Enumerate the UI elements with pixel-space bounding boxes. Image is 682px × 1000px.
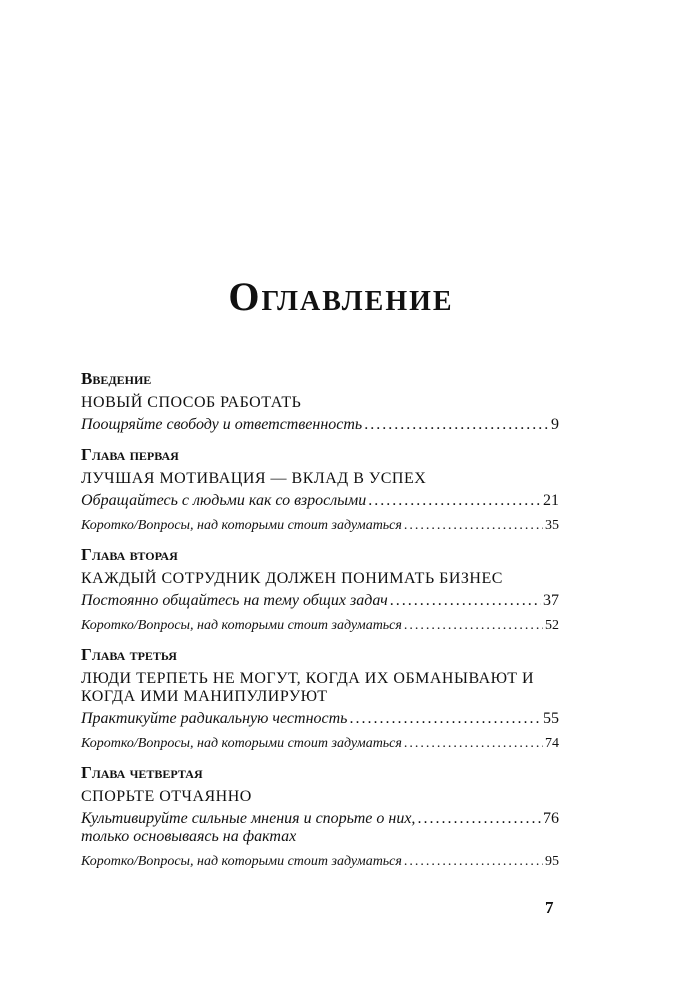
toc-summary-text: Коротко/Вопросы, над которыми стоит задуматься: [81, 518, 402, 533]
section-chapter-1: [81, 446, 559, 534]
section-label: Глава третья: [81, 645, 177, 664]
chapter-title: НОВЫЙ СПОСОБ РАБОТАТЬ: [81, 394, 302, 411]
chapter-title: КАЖДЫЙ СОТРУДНИК ДОЛЖЕН ПОНИМАТЬ БИЗНЕС: [81, 570, 503, 587]
toc-entry[interactable]: [81, 592, 559, 610]
section-label: Введение: [81, 369, 152, 388]
section-introduction: [81, 370, 559, 434]
section-label: Глава первая: [81, 445, 179, 464]
section-chapter-4: [81, 764, 559, 870]
toc-entry[interactable]: [81, 710, 559, 728]
toc-summary-text: Коротко/Вопросы, над которыми стоит задуматься: [81, 736, 402, 751]
toc-entry-text: Практикуйте радикальную честность: [81, 710, 348, 727]
dot-leader: [404, 736, 543, 752]
section-label: Глава четвертая: [81, 763, 203, 782]
page-number: 7: [545, 898, 554, 917]
section-chapter-3: [81, 646, 559, 752]
toc-entry[interactable]: [81, 492, 559, 510]
toc-entry-text: Культивируйте сильные мнения и спорьте о них, только основываясь на фактах: [81, 810, 416, 845]
dot-leader: [404, 518, 543, 534]
toc-summary-page: 95: [545, 854, 559, 869]
dot-leader: [390, 592, 541, 610]
dot-leader: [349, 710, 541, 728]
toc-summary-entry[interactable]: [81, 518, 559, 534]
dot-leader: [404, 854, 543, 870]
toc-summary-entry[interactable]: [81, 618, 559, 634]
toc-entry-page: 55: [543, 710, 559, 727]
toc-summary-entry[interactable]: [81, 854, 559, 870]
chapter-title: ЛЮДИ ТЕРПЕТЬ НЕ МОГУТ, КОГДА ИХ ОБМАНЫВАЮТ И КОГДА ИМИ МАНИПУЛИРУЮТ: [81, 670, 535, 705]
toc-entry[interactable]: [81, 416, 559, 434]
section-chapter-2: [81, 546, 559, 634]
toc-summary-page: 35: [545, 518, 559, 533]
table-of-contents: [81, 370, 559, 882]
section-label: Глава вторая: [81, 545, 178, 564]
toc-summary-page: 74: [545, 736, 559, 751]
dot-leader: [368, 492, 541, 510]
dot-leader: [417, 810, 541, 828]
toc-summary-text: Коротко/Вопросы, над которыми стоит задуматься: [81, 854, 402, 869]
toc-entry[interactable]: [81, 810, 559, 846]
toc-summary-text: Коротко/Вопросы, над которыми стоит задуматься: [81, 618, 402, 633]
toc-entry-text: Поощряйте свободу и ответственность: [81, 416, 363, 433]
toc-entry-page: 37: [543, 592, 559, 609]
toc-entry-page: 9: [551, 416, 559, 433]
page-title: Оглавление: [228, 273, 454, 319]
toc-entry-page: 21: [543, 492, 559, 509]
toc-entry-text: Постоянно общайтесь на тему общих задач: [81, 592, 388, 609]
dot-leader: [364, 416, 549, 434]
chapter-title: СПОРЬТЕ ОТЧАЯННО: [81, 788, 252, 805]
chapter-title: ЛУЧШАЯ МОТИВАЦИЯ — ВКЛАД В УСПЕХ: [81, 470, 427, 487]
dot-leader: [404, 618, 543, 634]
toc-entry-text: Обращайтесь с людьми как со взрослыми: [81, 492, 367, 509]
toc-summary-page: 52: [545, 618, 559, 633]
toc-summary-entry[interactable]: [81, 736, 559, 752]
toc-entry-page: 76: [543, 810, 559, 827]
